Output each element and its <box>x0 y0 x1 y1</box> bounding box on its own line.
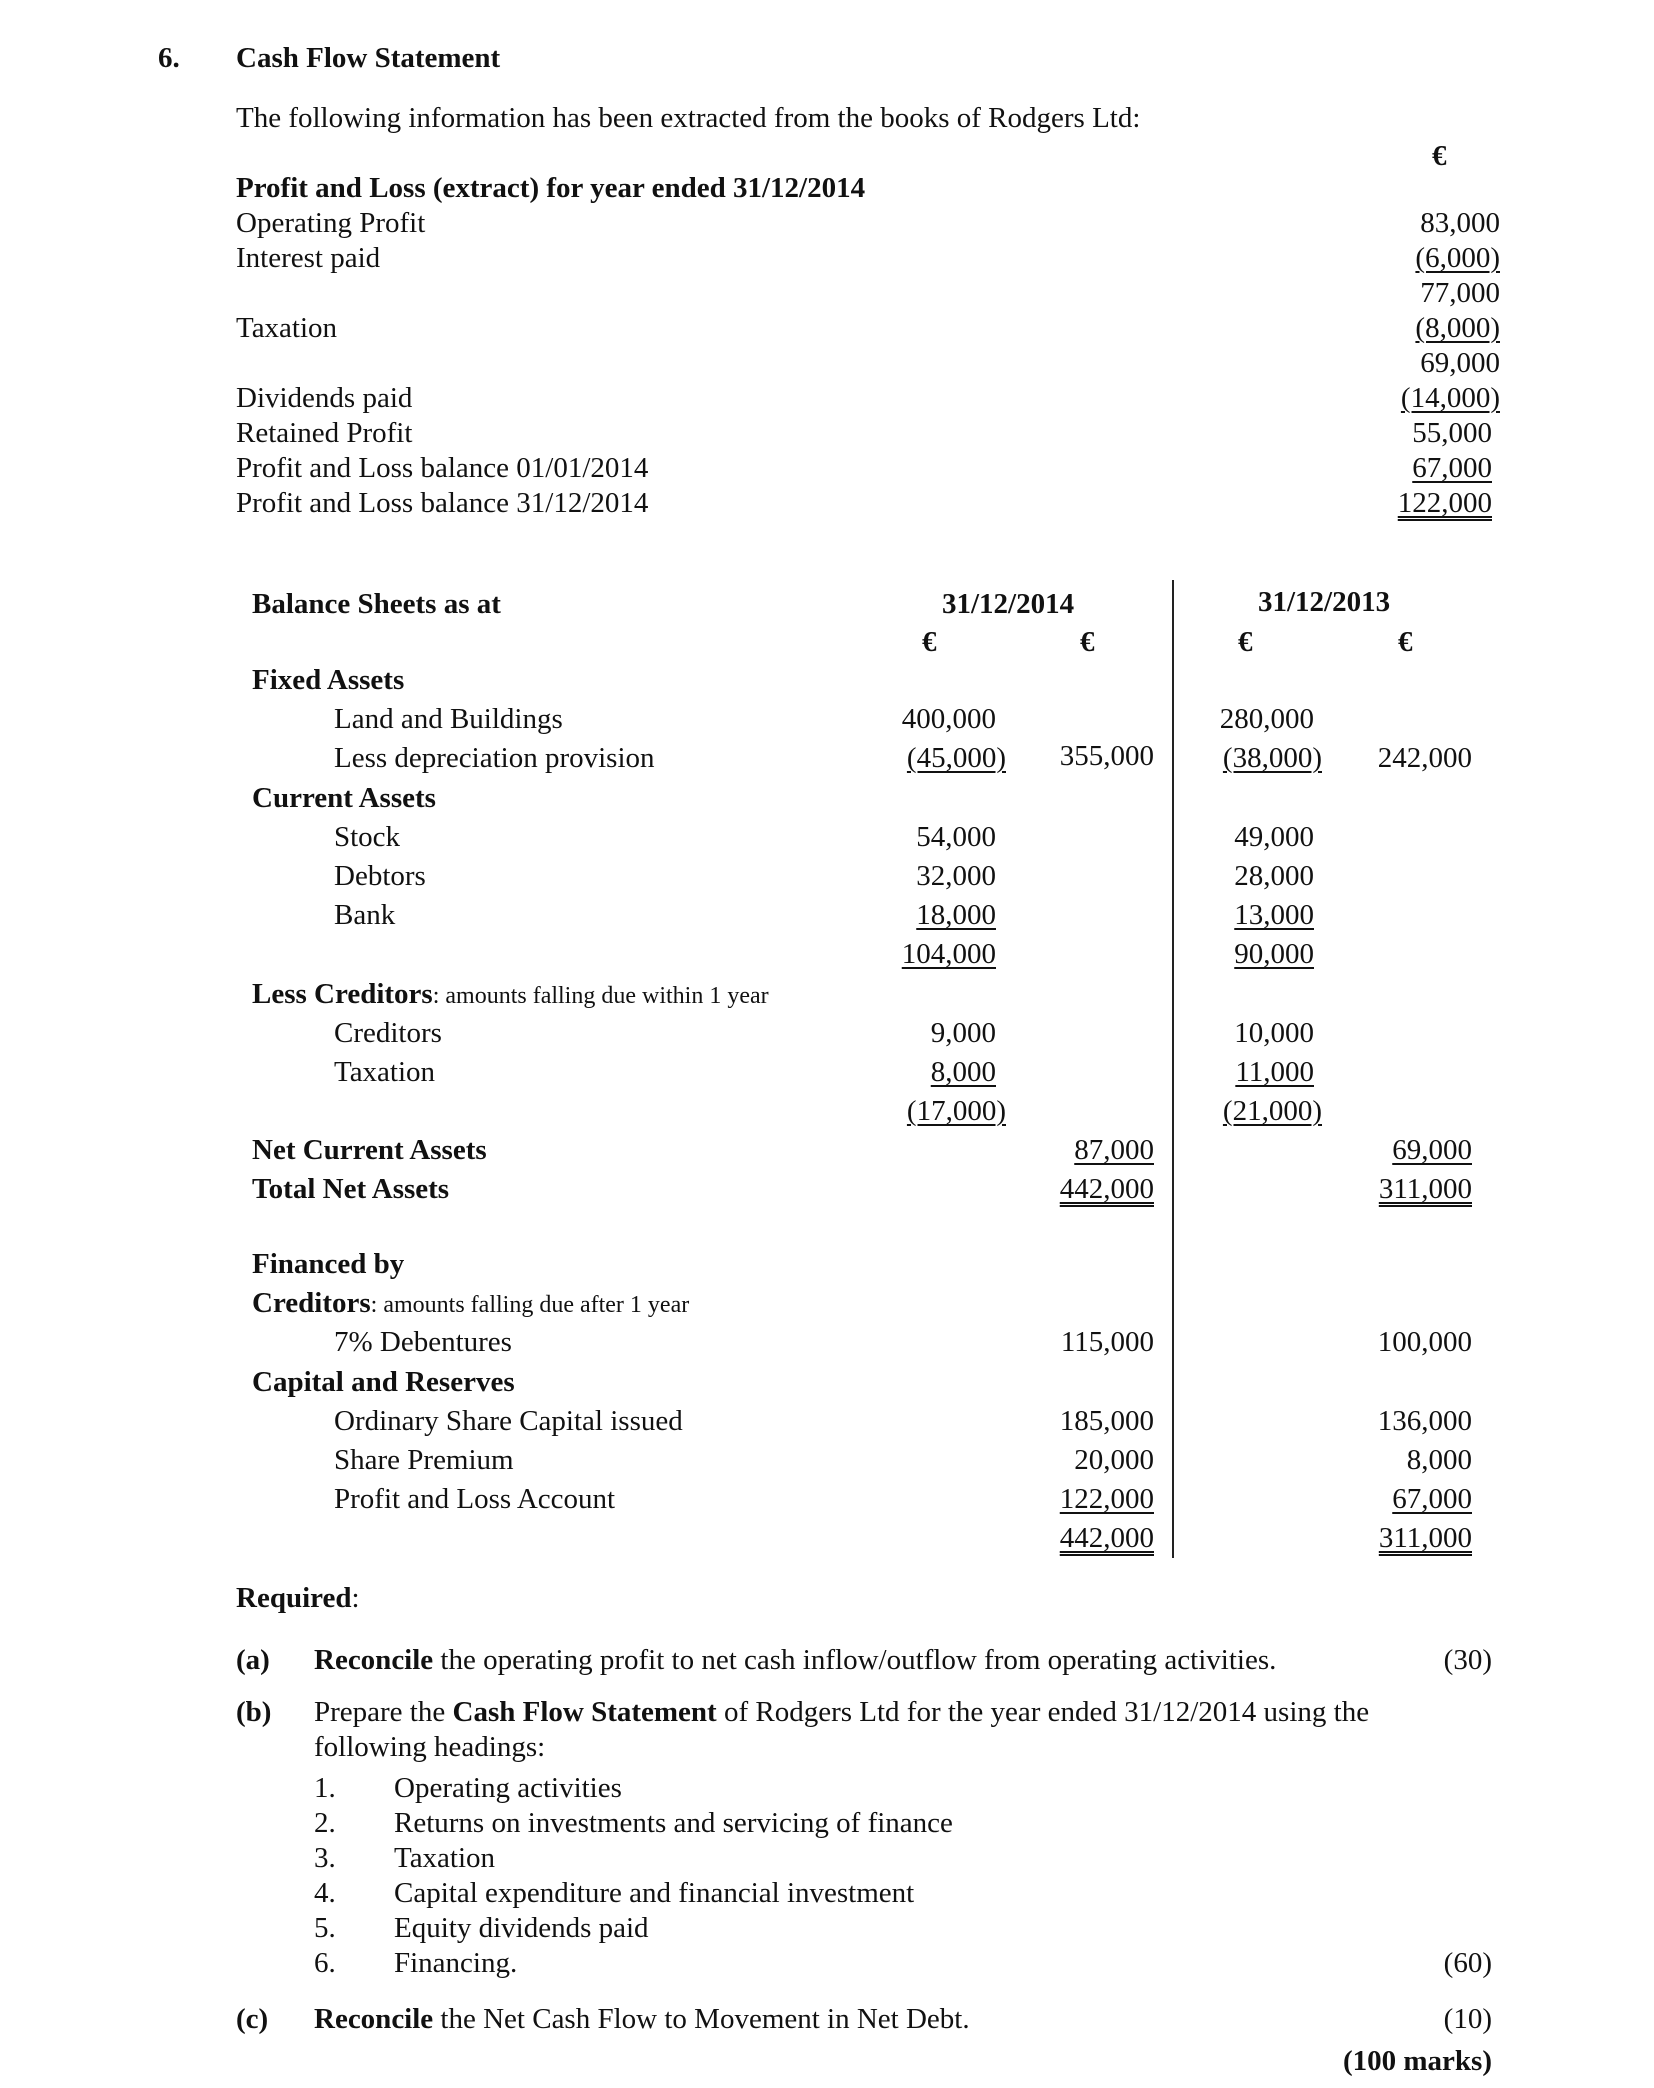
part-c-rest: the Net Cash Flow to Movement in Net Debt. <box>433 2003 970 2035</box>
pl-label-retained-profit: Retained Profit <box>236 417 413 449</box>
creditors-2014: 9,000 <box>930 1017 996 1049</box>
pl-account-label: Profit and Loss Account <box>334 1483 616 1515</box>
total-marks: (100 marks) <box>1342 2045 1492 2077</box>
net-current-assets-label: Net Current Assets <box>252 1134 487 1166</box>
part-c-marks: (10) <box>1443 2003 1492 2035</box>
depreciation-2014: (45,000) <box>906 742 1006 774</box>
stock-label: Stock <box>334 821 401 853</box>
pl-label-operating-profit: Operating Profit <box>236 207 426 239</box>
pl-currency: € <box>1432 140 1447 172</box>
heading-text-3: Taxation <box>394 1842 496 1874</box>
debentures-2013: 100,000 <box>1377 1326 1472 1358</box>
pl-value-balance-opening: 67,000 <box>1412 452 1492 484</box>
debtors-label: Debtors <box>334 860 426 892</box>
required-label: Required <box>236 1582 352 1614</box>
depreciation-2013: (38,000) <box>1222 742 1322 774</box>
part-a-rest: the operating profit to net cash inflow/outflow from operating activities. <box>433 1644 1277 1676</box>
grand-total-2014: 442,000 <box>1059 1522 1154 1554</box>
pl-heading: Profit and Loss (extract) for year ended 31/12/2014 <box>236 172 866 204</box>
part-b-text <box>314 1698 1369 1727</box>
bs-currency-2013-col1: € <box>1238 626 1253 658</box>
creditors-after-heading <box>252 1289 689 1318</box>
current-liabilities-total-2013: (21,000) <box>1222 1095 1322 1127</box>
creditors-after-title: Creditors <box>252 1287 371 1319</box>
less-creditors-title: Less Creditors <box>252 978 433 1010</box>
pl-label-taxation: Taxation <box>236 312 338 344</box>
less-creditors-heading <box>252 980 769 1009</box>
debentures-2014: 115,000 <box>1060 1326 1154 1358</box>
heading-number-5: 5. <box>314 1912 336 1944</box>
bank-2013: 13,000 <box>1234 899 1314 931</box>
grand-total-2013: 311,000 <box>1378 1522 1472 1554</box>
heading-text-1: Operating activities <box>394 1772 622 1804</box>
capital-reserves-heading: Capital and Reserves <box>252 1366 515 1398</box>
part-b-line2: following headings: <box>314 1731 546 1763</box>
part-c-letter: (c) <box>236 2003 269 2035</box>
part-a-marks: (30) <box>1443 1644 1492 1676</box>
question-number: 6. <box>158 42 180 74</box>
current-assets-total-2014: 104,000 <box>901 938 996 970</box>
pl-account-2014: 122,000 <box>1059 1483 1154 1515</box>
bank-2014: 18,000 <box>916 899 996 931</box>
heading-number-2: 2. <box>314 1807 336 1839</box>
part-b-pre: Prepare the <box>314 1696 453 1728</box>
required-colon: : <box>351 1582 360 1614</box>
depreciation-label: Less depreciation provision <box>334 742 655 774</box>
debtors-2013: 28,000 <box>1234 860 1314 892</box>
taxation-label: Taxation <box>334 1056 436 1088</box>
bs-currency-2013-col2: € <box>1398 626 1413 658</box>
pl-value-subtotal-2: 69,000 <box>1420 347 1500 379</box>
pl-label-interest-paid: Interest paid <box>236 242 381 274</box>
fixed-assets-heading: Fixed Assets <box>252 664 405 696</box>
part-a-letter: (a) <box>236 1644 270 1676</box>
creditors-label: Creditors <box>334 1017 442 1049</box>
share-capital-2014: 185,000 <box>1059 1405 1154 1437</box>
total-net-assets-2013: 311,000 <box>1378 1173 1472 1205</box>
pl-value-taxation: (8,000) <box>1415 312 1500 344</box>
heading-text-4: Capital expenditure and financial investment <box>394 1877 915 1909</box>
taxation-2013: 11,000 <box>1235 1056 1314 1088</box>
current-assets-heading: Current Assets <box>252 782 436 814</box>
part-c-text <box>314 2005 970 2034</box>
pl-value-operating-profit: 83,000 <box>1420 207 1500 239</box>
column-divider <box>1172 580 1174 1558</box>
pl-label-balance-opening: Profit and Loss balance 01/01/2014 <box>236 452 649 484</box>
taxation-2014: 8,000 <box>930 1056 996 1088</box>
bs-currency-2014-col1: € <box>922 626 937 658</box>
share-premium-label: Share Premium <box>334 1444 514 1476</box>
net-current-assets-2013: 69,000 <box>1392 1134 1472 1166</box>
question-title: Cash Flow Statement <box>236 42 501 74</box>
share-capital-label: Ordinary Share Capital issued <box>334 1405 683 1437</box>
fixed-assets-total-2013: 242,000 <box>1377 742 1472 774</box>
part-b-bold: Cash Flow Statement <box>452 1696 717 1728</box>
pl-value-dividends-paid: (14,000) <box>1400 382 1500 414</box>
intro-text: The following information has been extracted from the books of Rodgers Ltd: <box>236 102 1141 134</box>
land-2013: 280,000 <box>1219 703 1314 735</box>
pl-value-retained-profit: 55,000 <box>1412 417 1492 449</box>
required-heading <box>236 1584 360 1613</box>
bs-heading: Balance Sheets as at <box>252 588 501 620</box>
current-assets-total-2013: 90,000 <box>1234 938 1314 970</box>
land-label: Land and Buildings <box>334 703 563 735</box>
heading-number-1: 1. <box>314 1772 336 1804</box>
pl-value-balance-closing: 122,000 <box>1397 487 1492 519</box>
fixed-assets-total-2014: 355,000 <box>1059 740 1154 772</box>
heading-text-2: Returns on investments and servicing of finance <box>394 1807 953 1839</box>
part-a-text <box>314 1646 1276 1675</box>
share-premium-2013: 8,000 <box>1406 1444 1472 1476</box>
creditors-after-note: : amounts falling due after 1 year <box>370 1292 690 1318</box>
heading-number-4: 4. <box>314 1877 336 1909</box>
bank-label: Bank <box>334 899 396 931</box>
land-2014: 400,000 <box>901 703 996 735</box>
pl-account-2013: 67,000 <box>1392 1483 1472 1515</box>
heading-number-6: 6. <box>314 1947 336 1979</box>
current-liabilities-total-2014: (17,000) <box>906 1095 1006 1127</box>
pl-value-subtotal-1: 77,000 <box>1420 277 1500 309</box>
stock-2014: 54,000 <box>916 821 996 853</box>
part-b-post: of Rodgers Ltd for the year ended 31/12/2014 using the <box>716 1696 1370 1728</box>
part-a-bold: Reconcile <box>314 1644 434 1676</box>
pl-value-interest-paid: (6,000) <box>1415 242 1500 274</box>
total-net-assets-label: Total Net Assets <box>252 1173 450 1205</box>
stock-2013: 49,000 <box>1234 821 1314 853</box>
bs-date-2014: 31/12/2014 <box>942 588 1075 620</box>
creditors-2013: 10,000 <box>1234 1017 1314 1049</box>
financed-by-heading: Financed by <box>252 1248 405 1280</box>
part-b-marks: (60) <box>1443 1947 1492 1979</box>
debentures-label: 7% Debentures <box>334 1326 512 1358</box>
bs-currency-2014-col2: € <box>1080 626 1095 658</box>
part-c-bold: Reconcile <box>314 2003 434 2035</box>
share-premium-2014: 20,000 <box>1074 1444 1154 1476</box>
pl-label-balance-closing: Profit and Loss balance 31/12/2014 <box>236 487 649 519</box>
part-b-letter: (b) <box>236 1696 272 1728</box>
total-net-assets-2014: 442,000 <box>1059 1173 1154 1205</box>
heading-text-6: Financing. <box>394 1947 518 1979</box>
heading-number-3: 3. <box>314 1842 336 1874</box>
share-capital-2013: 136,000 <box>1377 1405 1472 1437</box>
net-current-assets-2014: 87,000 <box>1074 1134 1154 1166</box>
heading-text-5: Equity dividends paid <box>394 1912 649 1944</box>
debtors-2014: 32,000 <box>916 860 996 892</box>
pl-label-dividends-paid: Dividends paid <box>236 382 413 414</box>
bs-date-2013: 31/12/2013 <box>1258 586 1391 618</box>
less-creditors-note: : amounts falling due within 1 year <box>432 983 769 1009</box>
